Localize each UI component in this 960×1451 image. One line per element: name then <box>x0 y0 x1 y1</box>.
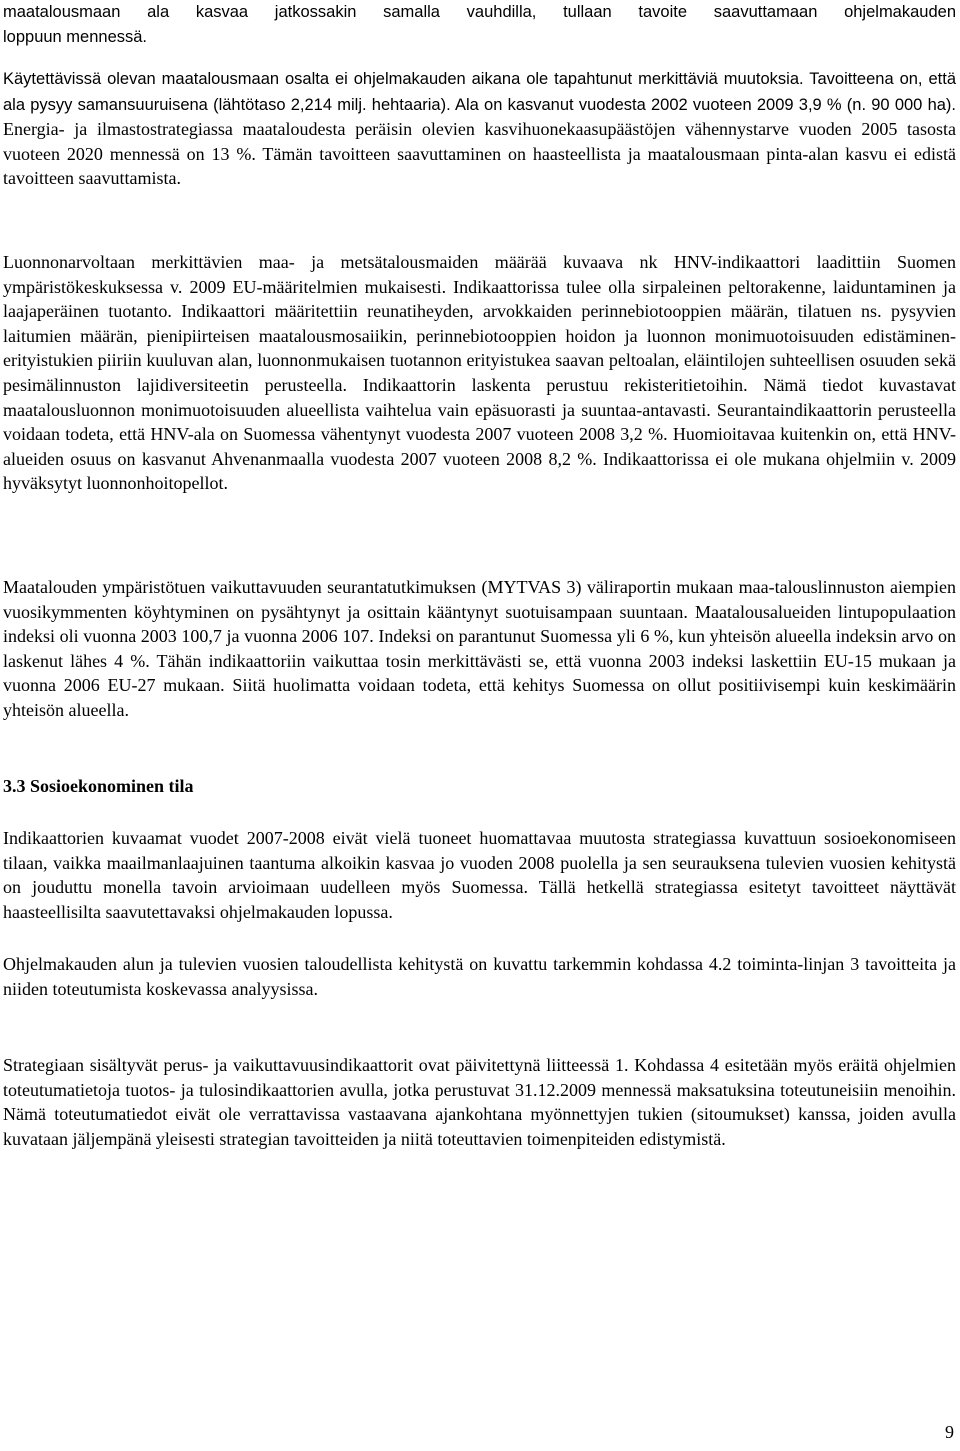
paragraph-hnv-indikaattori: Luonnonarvoltaan merkittävien maa- ja metsätalousmaiden määrää kuvaava nk HNV-indikaattori laadittiin Suomen ympäristökeskuksessa v. 2009 EU-määritelmien mukaisesti. Indikaattorissa tulee olla sirpaleinen peltorakenne, laiduntaminen ja laajaperäinen tuotanto. Indikaattori määritettiin reunatiheyden, arvokkaiden perinnebiotooppien määrän, tilatuen ns. pysyvien laitumien määrän, pienipiirteisen maatalousmosaiikin, perinnebiotooppien hoidon ja luonnon monimuotoisuuden edistäminen-erityistukien piiriin kuuluvan alan, luonnonmukaisen tuotannon erityistukea saavan peltoalan, eläintilojen suhteellisen osuuden sekä pesimälinnuston lajidiversiteetin perusteella. Indikaattorin laskenta perustuu rekisteritietoihin. Nämä tiedot kuvastavat maatalousluonnon monimuotoisuuden alueellista vaihtelua vain epäsuorasti ja suuntaa-antavasti. Seurantaindikaattorin perusteella voidaan todeta, että HNV-ala on Suomessa vähentynyt vuodesta 2007 vuoteen 2008 3,2 %. Huomioitavaa kuitenkin on, että HNV-alueiden osuus on kasvanut Ahvenanmaalla vuodesta 2007 vuoteen 2008 8,2 %. Indikaattorissa ei ole mukana ohjelmiin v. 2009 hyväksytyt luonnonhoitopellot. <box>3 252 956 494</box>
paragraph-continuation <box>3 0 956 49</box>
paragraph-maatalousmaa <box>3 66 956 191</box>
paragraph-ohjelmakausi: Ohjelmakauden alun ja tulevien vuosien taloudellista kehitystä on kuvattu tarkemmin kohdassa 4.2 toiminta-linjan 3 tavoitteita ja niiden toteutumista koskevassa analyysissa. <box>3 954 956 999</box>
section-heading: 3.3 Sosioekonominen tila <box>3 776 194 796</box>
paragraph-line: maatalousmaan ala kasvaa jatkossakin samalla vauhdilla, tullaan tavoite saavuttamaan ohjelmakauden <box>3 3 956 21</box>
paragraph-mytvas: Maatalouden ympäristötuen vaikuttavuuden seurantatutkimuksen (MYTVAS 3) väliraportin mukaan maa-talouslinnuston aiempien vuosikymmenten köyhtyminen on pysähtynyt ja osittain kääntynyt suotuisampaan suuntaan. Maatalousalueiden lintupopulaation indeksi oli vuonna 2003 100,7 ja vuonna 2006 107. Indeksi on parantunut Suomessa yli 6 %, kun yhteisön alueella indeksin arvo on laskenut lähes 4 %. Tähän indikaattoriin vaikuttaa tosin merkittävästi se, että vuonna 2003 indeksi laskettiin EU-15 mukaan ja vuonna 2006 EU-27 mukaan. Siitä huolimatta voidaan todeta, että kehitys Suomessa on ollut positiivisempi kuin keskimäärin yhteisön alueella. <box>3 577 956 720</box>
paragraph-sans-text: Käytettävissä olevan maatalousmaan osalta ei ohjelmakauden aikana ole tapahtunut merkittäviä muutoksia. Tavoitteena on, että ala pysyy samansuuruisena (lähtötaso 2,214 milj. hehtaaria). Ala on kasvanut vuodesta 2002 vuoteen 2009 3,9 % (n. 90 000 ha). <box>3 70 956 114</box>
paragraph-sosioekonominen: Indikaattorien kuvaamat vuodet 2007-2008 eivät vielä tuoneet huomattavaa muutosta strategiassa kuvattuun sosioekonomiseen tilaan, vaikka maailmanlaajuinen taantuma alkoikin kasvaa jo vuoden 2008 puolella ja sen seurauksena tulevien vuosien kehitystä on jouduttu monella tavoin arvioimaan uudelleen myös Suomessa. Tällä hetkellä strategiassa esitetyt tavoitteet näyttävät haasteellisilta saavutettavaksi ohjelmakauden lopussa. <box>3 828 956 922</box>
page-number: 9 <box>945 1422 954 1442</box>
paragraph-serif-text: Energia- ja ilmastostrategiassa maataloudesta peräisin olevien kasvihuonekaasupäästöjen vähennystarve vuoden 2005 tasosta vuoteen 2020 mennessä on 13 %. Tämän tavoitteen saavuttaminen on haasteellista ja maatalousmaan pinta-alan kasvu ei edistä tavoitteen saavuttamista. <box>3 119 956 189</box>
paragraph-strategia: Strategiaan sisältyvät perus- ja vaikuttavuusindikaattorit ovat päivitettynä liitteessä 1. Kohdassa 4 esitetään myös eräitä ohjelmien toteutumatietoja tuotos- ja tulosindikaattorien avulla, jotka perustuvat 31.12.2009 mennessä maksatuksina toteutuneisiin menoihin. Nämä toteutumatiedot eivät ole verrattavissa vastaavana ajankohtana myönnettyjen tukien (sitoumukset) kanssa, joiden avulla kuvataan jäljempänä yleisesti strategian tavoitteiden ja niitä toteuttavien toimenpiteiden edistymistä. <box>3 1055 956 1149</box>
paragraph-line: loppuun mennessä. <box>3 27 148 46</box>
